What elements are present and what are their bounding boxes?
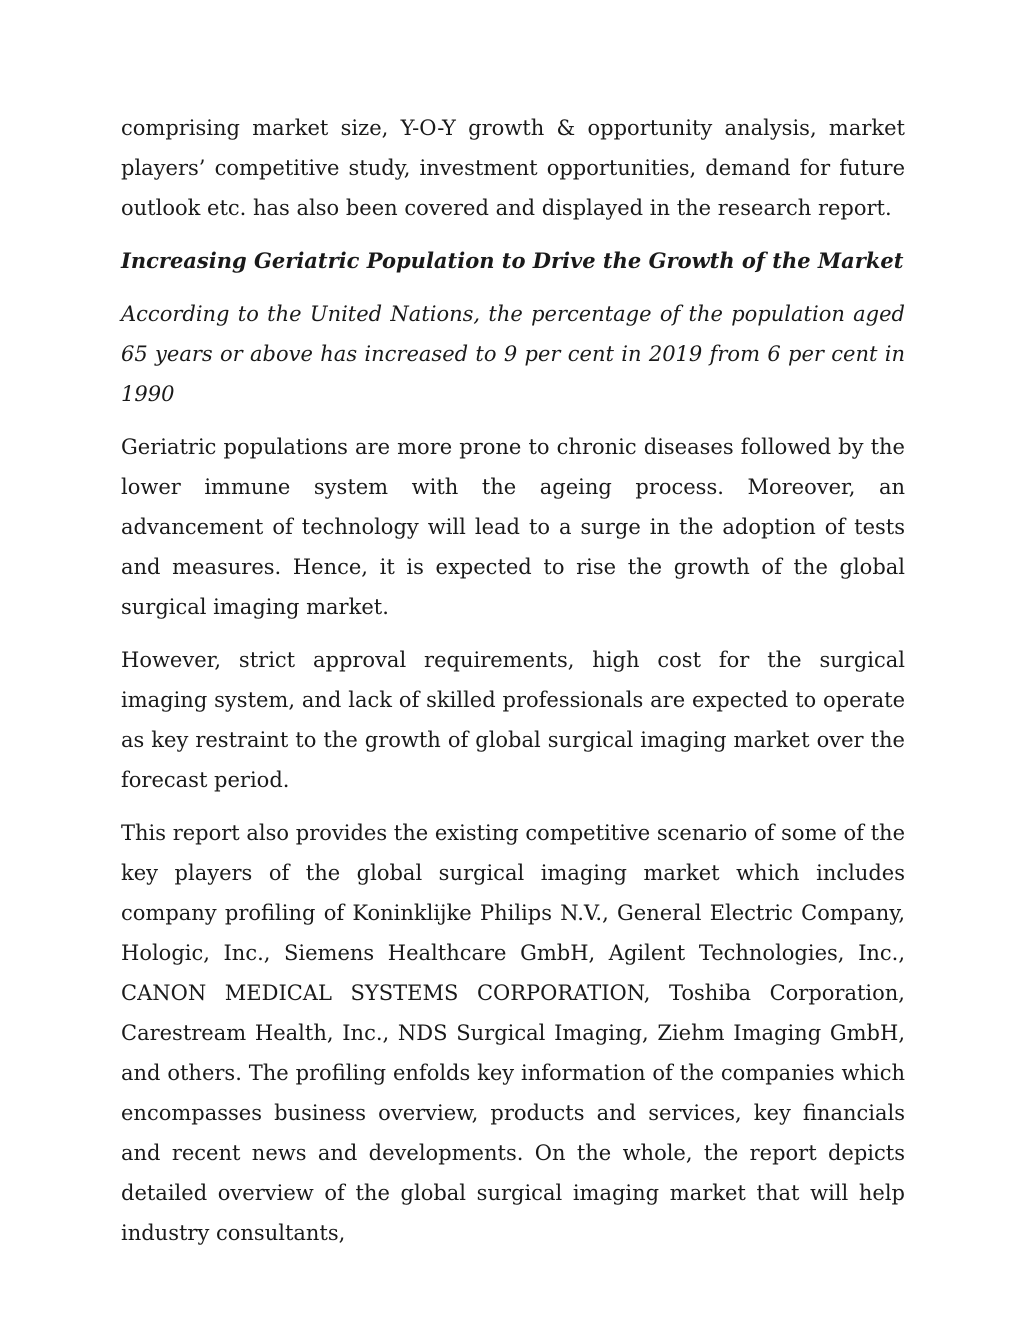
- intro-continuation-paragraph: comprising market size, Y-O-Y growth & opportunity analysis, market players’ competitive study, investment opportunities, demand for future outlook etc. has also been covered and displayed in the research report.: [121, 116, 905, 220]
- document-page: [121, 108, 905, 1266]
- restraint-paragraph: However, strict approval requirements, high cost for the surgical imaging system, and lack of skilled professionals are expected to operate as key restraint to the growth of global surgical imaging market over the forecast period.: [121, 648, 905, 792]
- section-heading: Increasing Geriatric Population to Drive the Growth of the Market: [121, 248, 904, 273]
- un-statistic-paragraph: According to the United Nations, the percentage of the population aged 65 years or above has increased to 9 per cent in 2019 from 6 per cent in 1990: [121, 302, 905, 406]
- geriatric-paragraph: Geriatric populations are more prone to chronic diseases followed by the lower immune system with the ageing process. Moreover, an advancement of technology will lead to a surge in the adoption of tests and measures. Hence, it is expected to rise the growth of the global surgical imaging market.: [121, 435, 905, 619]
- competitive-paragraph: This report also provides the existing competitive scenario of some of the key players of the global surgical imaging market which includes company profiling of Koninklijke Philips N.V., General Electric Company, Hologic, Inc., Siemens Healthcare GmbH, Agilent Technologies, Inc., CANON MEDICAL SYSTEMS CORPORATION, Toshiba Corporation, Carestream Health, Inc., NDS Surgical Imaging, Ziehm Imaging GmbH, and others. The profiling enfolds key information of the companies which encompasses business overview, products and services, key financials and recent news and developments. On the whole, the report depicts detailed overview of the global surgical imaging market that will help industry consultants,: [121, 821, 905, 1245]
